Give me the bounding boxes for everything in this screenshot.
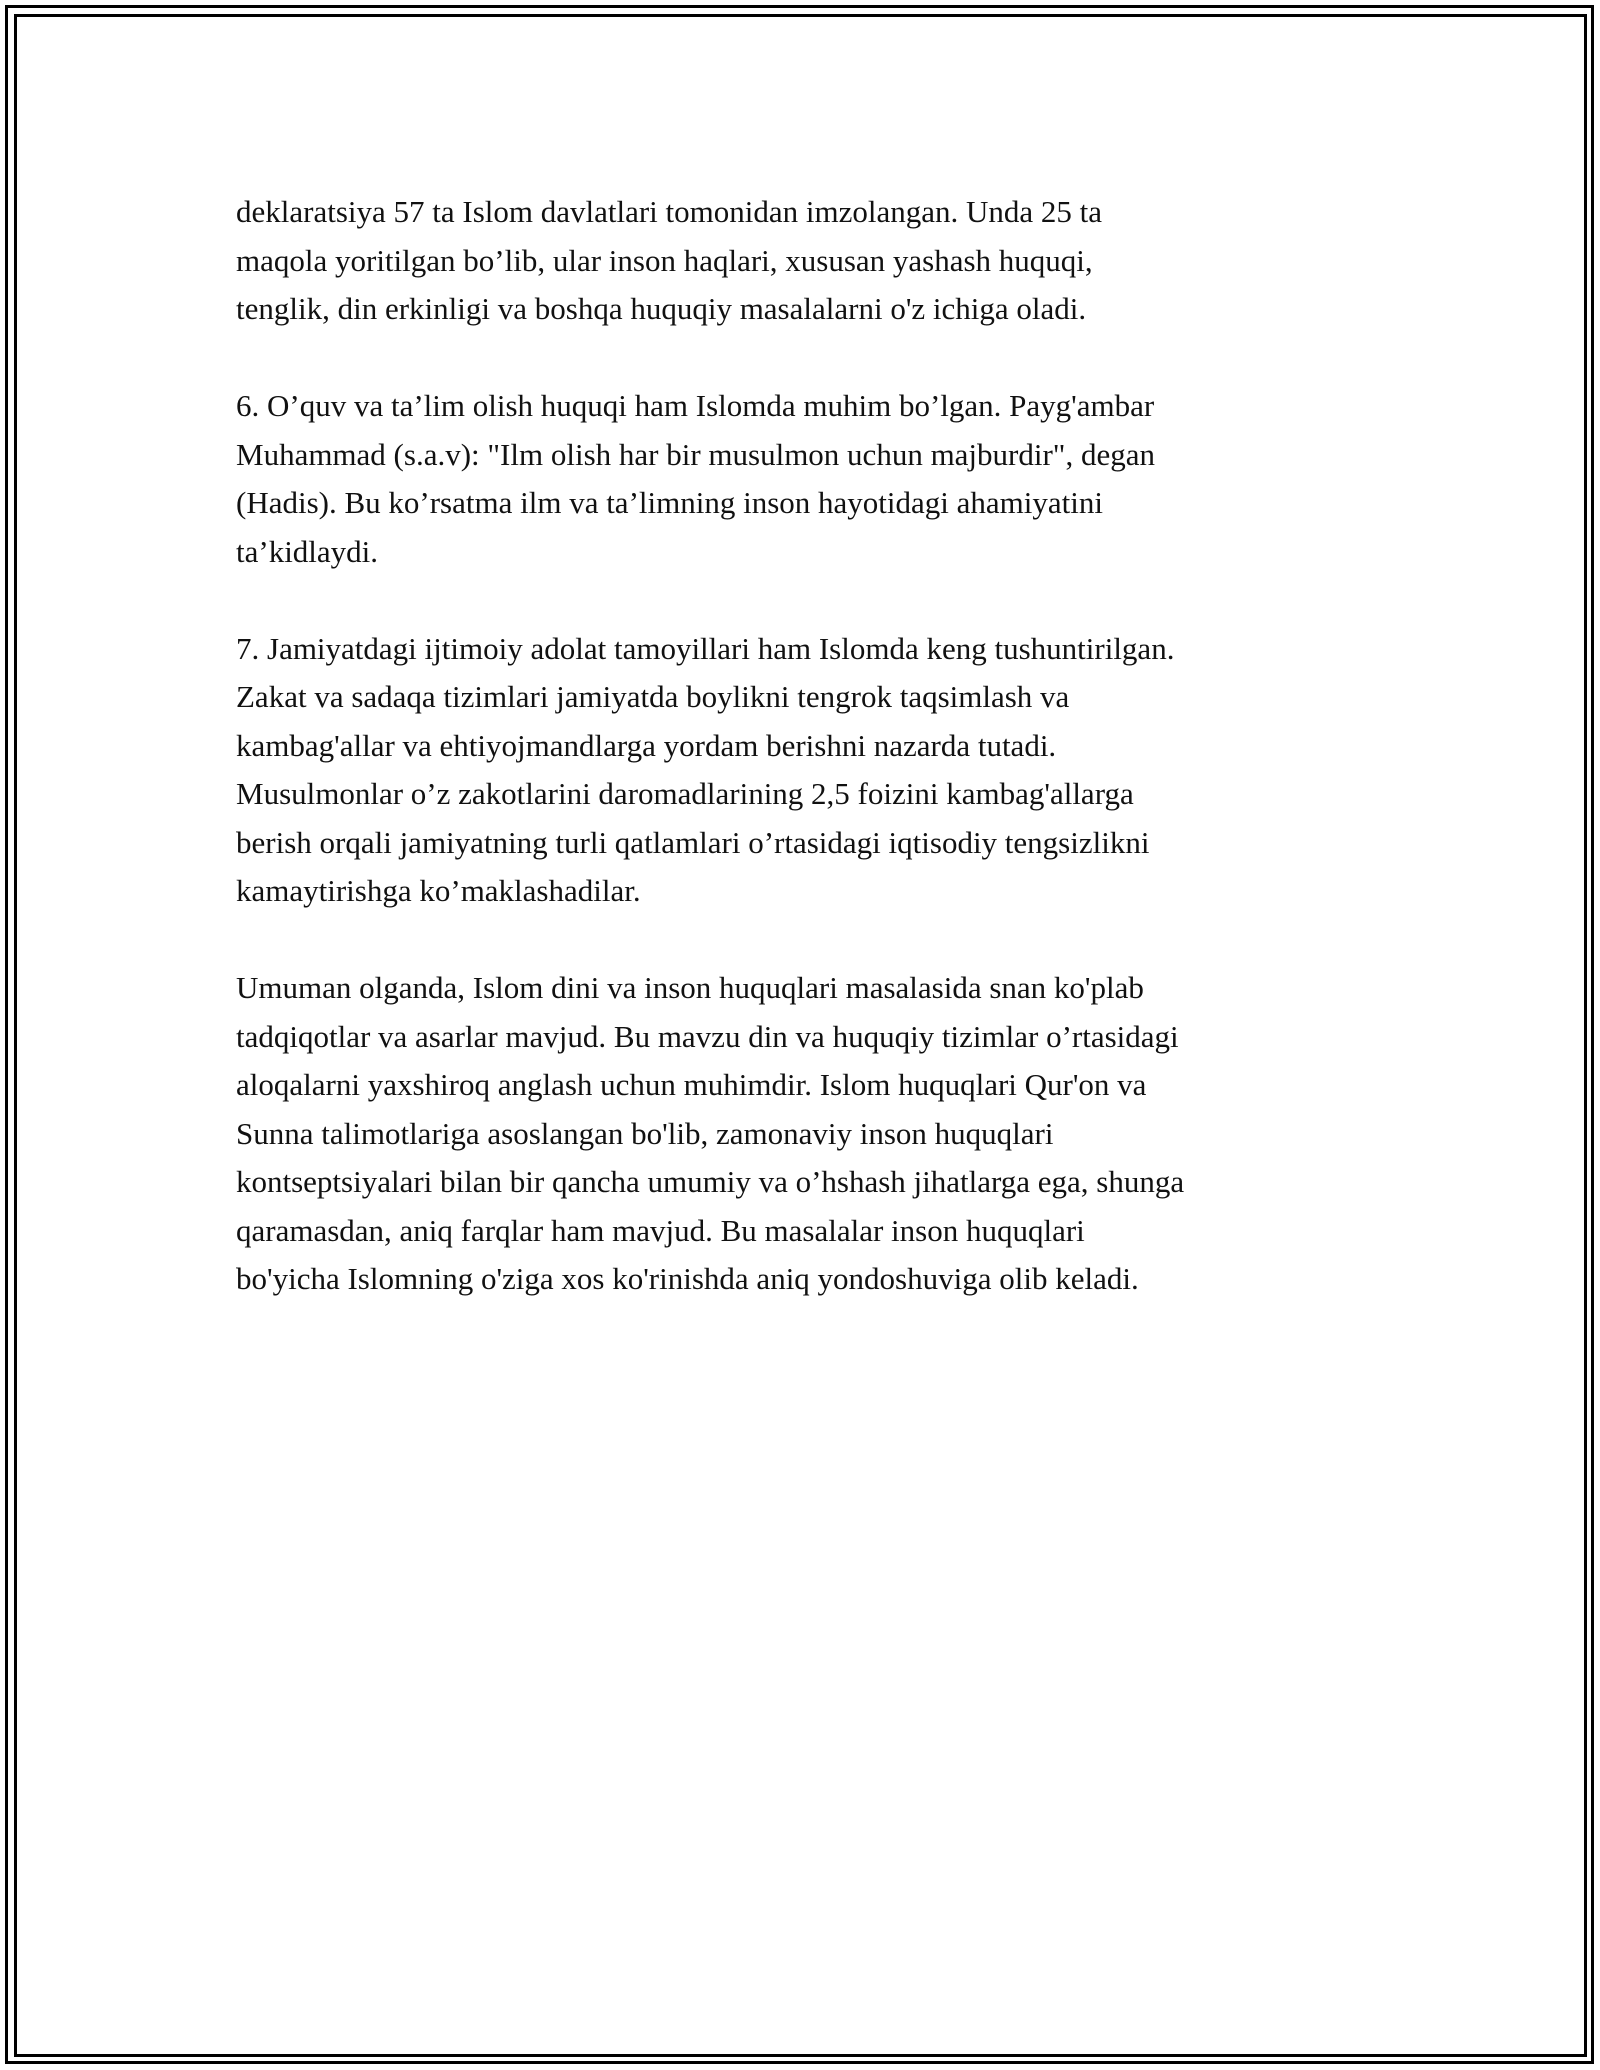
text-line: kamaytirishga ko’maklashadilar.: [236, 873, 641, 908]
text-line: (Hadis). Bu ko’rsatma ilm va ta’limning inson hayotidagi ahamiyatini: [236, 485, 1103, 520]
document-body: [236, 188, 1376, 1352]
text-line: Zakat va sadaqa tizimlari jamiyatda boylikni tengrok taqsimlash va: [236, 679, 1070, 714]
text-line: deklaratsiya 57 ta Islom davlatlari tomonidan imzolangan. Unda 25 ta: [236, 194, 1103, 229]
text-line: 6. O’quv va ta’lim olish huquqi ham Islomda muhim bo’lgan. Payg'ambar: [236, 388, 1155, 423]
text-line: Sunna talimotlariga asoslangan bo'lib, zamonaviy inson huquqlari: [236, 1115, 1054, 1151]
text-line: Musulmonlar o’z zakotlarini daromadlarining 2,5 foizini kambag'allarga: [236, 776, 1134, 811]
text-line: maqola yoritilgan bo’lib, ular inson haqlari, xususan yashash huquqi,: [236, 242, 1093, 278]
paragraph-item-6: [236, 382, 1376, 576]
paragraph-declaration: [236, 188, 1376, 334]
text-line: kambag'allar va ehtiyojmandlarga yordam berishni nazarda tutadi.: [236, 727, 1057, 763]
text-line: Muhammad (s.a.v): "Ilm olish har bir musulmon uchun majburdir", degan: [236, 436, 1155, 472]
text-line: bo'yicha Islomning o'ziga xos ko'rinishda aniq yondoshuviga olib keladi.: [236, 1261, 1139, 1296]
paragraph-conclusion: [236, 964, 1376, 1304]
text-line: berish orqali jamiyatning turli qatlamlari o’rtasidagi iqtisodiy tengsizlikni: [236, 824, 1150, 860]
text-line: qaramasdan, aniq farqlar ham mavjud. Bu masalalar inson huquqlari: [236, 1212, 1085, 1248]
text-line: Umuman olganda, Islom dini va inson huquqlari masalasida snan ko'plab: [236, 970, 1144, 1005]
text-line: kontseptsiyalari bilan bir qancha umumiy va o’hshash jihatlarga ega, shunga: [236, 1164, 1185, 1199]
text-line: tenglik, din erkinligi va boshqa huquqiy masalalarni o'z ichiga oladi.: [236, 291, 1087, 326]
text-line: aloqalarni yaxshiroq anglash uchun muhimdir. Islom huquqlari Qur'on va: [236, 1067, 1147, 1102]
paragraph-item-7: [236, 625, 1376, 916]
text-line: 7. Jamiyatdagi ijtimoiy adolat tamoyillari ham Islomda keng tushuntirilgan.: [236, 630, 1175, 666]
text-line: ta’kidlaydi.: [236, 533, 379, 569]
text-line: tadqiqotlar va asarlar mavjud. Bu mavzu din va huquqiy tizimlar o’rtasidagi: [236, 1018, 1179, 1054]
